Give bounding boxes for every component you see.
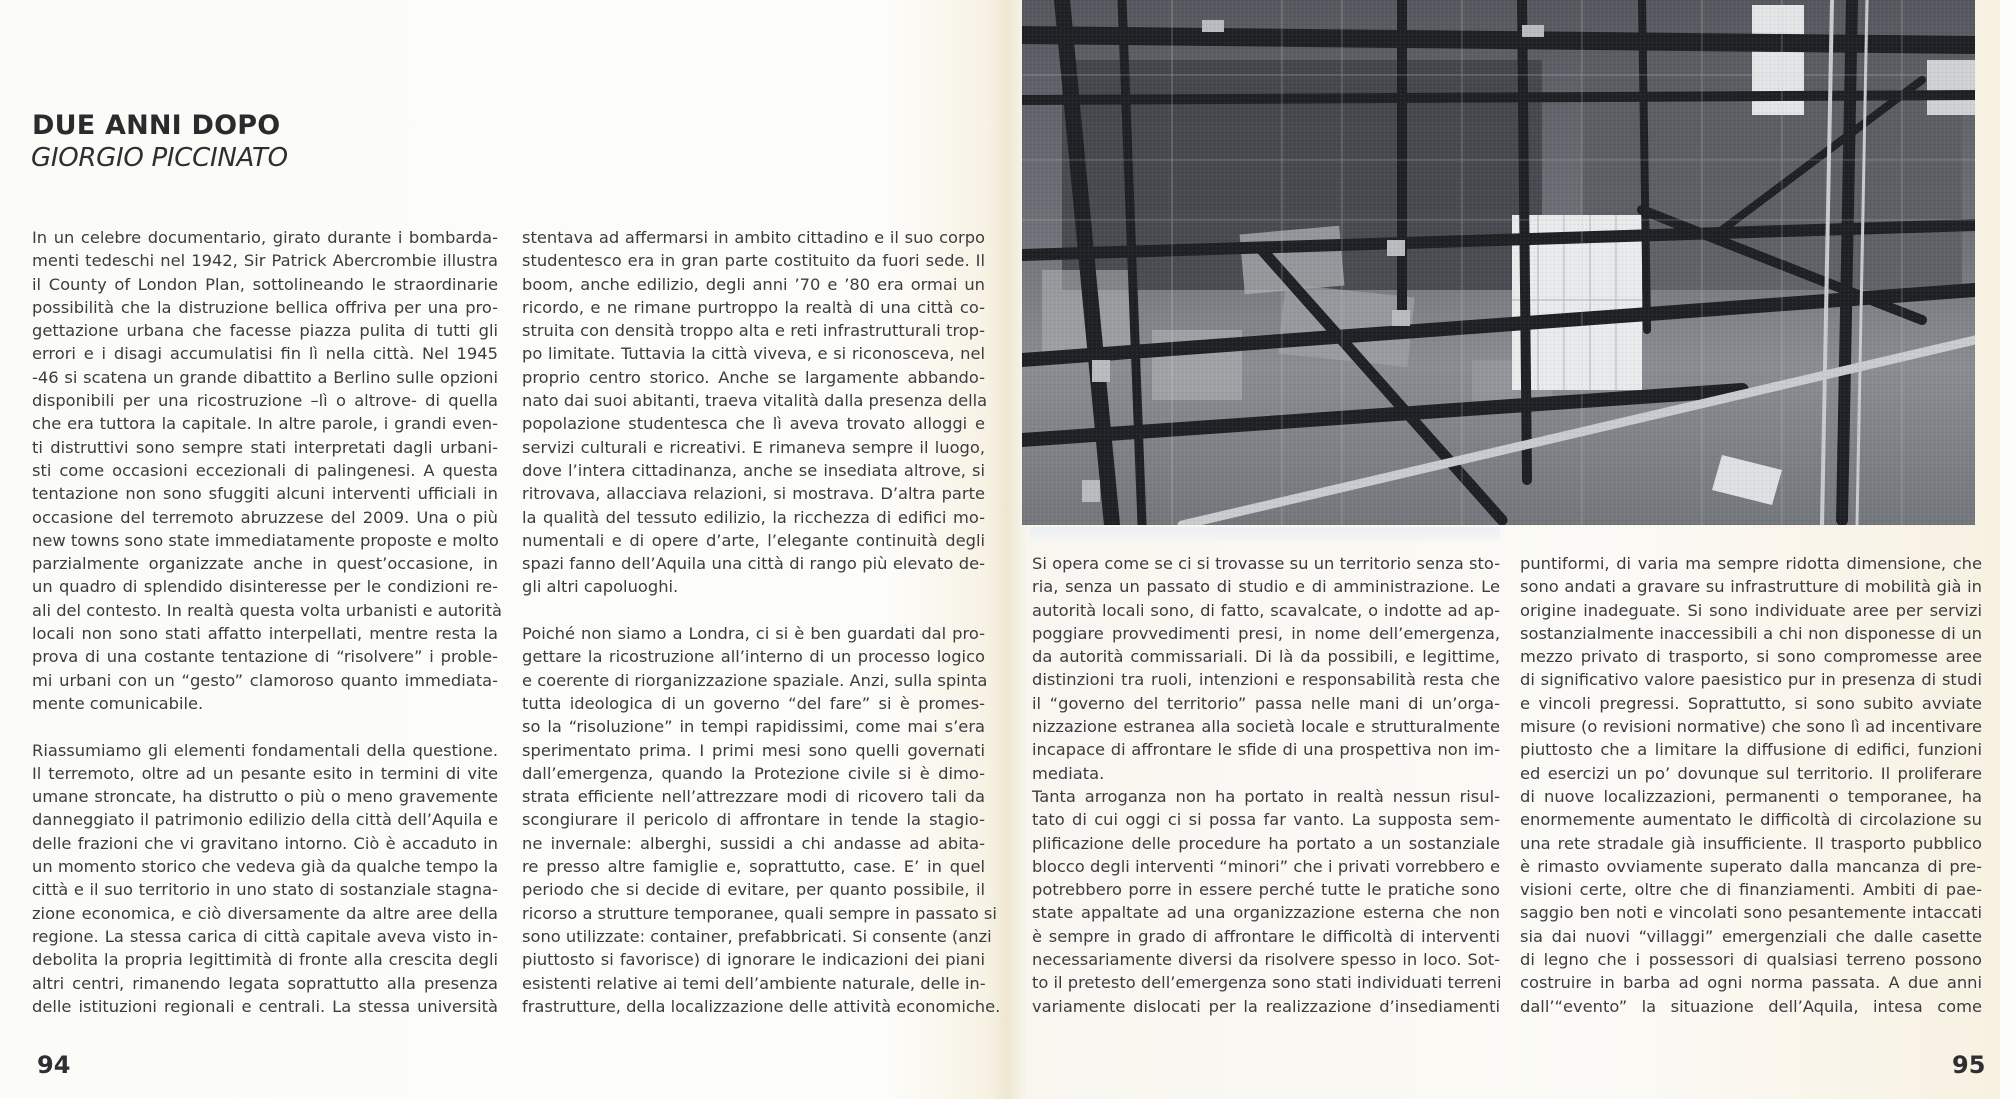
text-line: possibilità che la distruzione bellica offriva per una pro- — [32, 297, 498, 317]
article-title: DUE ANNI DOPO — [32, 110, 281, 141]
text-column-2 — [522, 226, 1001, 1018]
text-line: mi urbani con un “gesto” clamoroso quanto immediata- — [32, 670, 498, 690]
paragraph — [32, 739, 498, 1019]
paragraph — [522, 226, 988, 599]
text-line: blocco degli interventi “minori” che i privati vorrebbero e — [1032, 856, 1500, 876]
caption-ghost — [1030, 527, 1500, 541]
text-line: zione economica, e ciò diversamente da altre aree della — [32, 903, 498, 923]
text-line: una rete stradale già insufficiente. Il trasporto pubblico — [1520, 833, 1982, 853]
text-line: la qualità del tessuto edilizio, la ricchezza di edifici mo- — [522, 507, 985, 527]
text-line: new towns sono state immediatamente proposte e molto — [32, 530, 499, 550]
text-line: nizzazione estranea alla società locale e strutturalmente — [1032, 717, 1500, 737]
text-line: so la “risoluzione” in tempi rapidissimi, come mai s’era — [522, 717, 985, 737]
text-line: tentazione non sono sfuggiti alcuni interventi ufficiali in — [32, 484, 498, 504]
text-line: incapace di affrontare le sfide di una prospettiva non im- — [1032, 740, 1500, 760]
text-line: Tanta arroganza non ha portato in realtà nessun risul- — [1032, 786, 1500, 806]
text-line: ali del contesto. In realtà questa volta urbanisti e autorità — [32, 600, 502, 620]
text-column-1 — [32, 226, 502, 1018]
text-line: gli altri capoluoghi. — [522, 577, 679, 597]
text-line: è sempre in grado di affrontare le difficoltà di interventi — [1032, 926, 1500, 946]
text-line: frastrutture, della localizzazione delle attività economiche. — [522, 996, 1001, 1016]
text-line: prova di una costante tentazione di “risolvere” i proble- — [32, 647, 498, 667]
text-line: autorità locali sono, di fatto, scavalcate, o indotte ad ap- — [1032, 600, 1500, 620]
text-line: Riassumiamo gli elementi fondamentali della questione. — [32, 740, 498, 760]
text-line: visioni certe, oltre che di finanziamenti. Ambiti di pae- — [1520, 880, 1982, 900]
paragraph — [1032, 785, 1500, 1018]
article-author: GIORGIO PICCINATO — [31, 143, 288, 173]
text-line: di significativo valore paesistico pur in presenza di studi — [1520, 670, 1982, 690]
text-line: Il terremoto, oltre ad un pesante esito in termini di vite — [32, 763, 498, 783]
text-line: sti come occasioni eccezionali di palingenesi. A questa — [32, 460, 498, 480]
text-line: menti tedeschi nel 1942, Sir Patrick Abercrombie illustra — [32, 251, 498, 271]
text-line: occasione del terremoto abruzzese del 2009. Una o più — [32, 507, 498, 527]
text-line: In un celebre documentario, girato durante i bombarda- — [32, 228, 498, 247]
text-line: numentali e di opere d’arte, l’elegante continuità degli — [522, 530, 985, 550]
text-line: un momento storico che vedeva già da qualche tempo la — [32, 857, 499, 877]
text-line: po limitate. Tuttavia la città viveva, e si riconosceva, nel — [522, 344, 985, 364]
text-line: struita con densità troppo alta e reti infrastrutturali trop- — [522, 321, 985, 341]
text-line: periodo che si decide di evitare, per quanto possibile, il — [522, 880, 985, 900]
text-line: distinzioni tra ruoli, intenzioni e responsabilità resta che — [1032, 670, 1500, 690]
text-line: dall’emergenza, quando la Protezione civile si è dimo- — [522, 763, 985, 783]
text-line: esistenti relative ai temi dell’ambiente naturale, delle in- — [522, 973, 986, 993]
text-line: città e il suo territorio in uno stato di sostanziale stagna- — [32, 880, 498, 900]
text-line: gettare la ricostruzione all’interno di un processo logico — [522, 647, 985, 667]
text-line: potrebbero porre in essere perché tutte le pratiche sono — [1032, 880, 1500, 900]
text-line: Si opera come se ci si trovasse su un territorio senza sto- — [1032, 554, 1500, 573]
text-line: il “governo del territorio” passa nelle mani di un’orga- — [1032, 693, 1500, 713]
text-line: e coerente di riorganizzazione spaziale. Anzi, sulla spinta — [522, 670, 988, 690]
page-number-left: 94 — [37, 1051, 71, 1079]
paragraph — [1032, 552, 1500, 785]
paragraph — [1520, 552, 1982, 1018]
text-line: ed esercizi un po’ dovunque sul territorio. Il proliferare — [1520, 763, 1982, 783]
text-line: mente comunicabile. — [32, 693, 204, 713]
text-line: sono utilizzate: container, prefabbricati. Si consente (anzi — [522, 926, 992, 946]
photo-graphic — [1022, 0, 1975, 525]
text-line: -46 si scatena un grande dibattito a Berlino sulle opzioni — [32, 367, 498, 387]
text-line: tato di cui oggi ci si possa far vanto. La supposta sem- — [1032, 810, 1500, 830]
text-line: puntiformi, di varia ma sempre ridotta dimensione, che — [1520, 554, 1982, 573]
text-line: un quadro di splendido disinteresse per le condizioni re- — [32, 577, 498, 597]
text-line: spazi fanno dell’Aquila una città di rango più elevato de- — [522, 554, 985, 574]
text-line: ne invernale: alberghi, sussidi a chi andasse ad abita- — [522, 833, 985, 853]
text-line: sostanzialmente inaccessibili a chi non disponesse di un — [1520, 623, 1982, 643]
text-line: sia dai nuovi “villaggi” emergenziali che dalle casette — [1520, 926, 1982, 946]
text-line: umane stroncate, ha distrutto o più o meno gravemente — [32, 787, 498, 807]
text-line: nato dai suoi abitanti, traeva vitalità dalla presenza della — [522, 391, 988, 411]
text-line: servizi culturali e ricreativi. E rimaneva sempre il luogo, — [522, 437, 985, 457]
paragraph — [522, 622, 1001, 1018]
text-line: da autorità commissariali. Di là da possibili, e legittime, — [1032, 647, 1500, 667]
text-line: to il pretesto dell’emergenza sono stati individuati terreni — [1032, 973, 1502, 993]
page-edge — [2000, 0, 2016, 1099]
text-line: di legno che i possessori di qualsiasi terreno possono — [1520, 950, 1982, 970]
text-line: sono andati a gravare su infrastrutture di mobilità già in — [1520, 577, 1982, 597]
paragraph-gap — [522, 599, 985, 622]
text-column-3 — [1032, 552, 1500, 1018]
text-line: enormemente aumentato le difficoltà di circolazione su — [1520, 810, 1982, 830]
paragraph — [32, 226, 502, 715]
text-line: strata efficiente nell’attrezzare modi di ricovero tali da — [522, 787, 985, 807]
text-line: tutta ideologica di un governo “del fare” si è promes- — [522, 693, 985, 713]
text-line: delle frazioni che vi gravitano intorno. Ciò è accaduto in — [32, 833, 498, 853]
text-line: parzialmente organizzate anche in quest’occasione, in — [32, 554, 498, 574]
text-line: ti distruttivi sono sempre stati interpretati dagli urbani- — [32, 437, 498, 457]
text-line: disponibili per una ricostruzione –lì o altrove- di quella — [32, 391, 498, 411]
text-line: ritrovava, allacciava relazioni, si mostrava. D’altra parte — [522, 484, 985, 504]
text-line: che era tuttora la capitale. In altre parole, i grandi even- — [32, 414, 498, 434]
text-line: errori e i disagi accumulatisi fin lì nella città. Nel 1945 — [32, 344, 498, 364]
text-line: proprio centro storico. Anche se largamente abbando- — [522, 367, 985, 387]
text-line: piuttosto che a limitare la diffusione di edifici, funzioni — [1520, 740, 1982, 760]
page-number-right: 95 — [1952, 1051, 1986, 1079]
text-line: saggio ben noti e vincolati sono pesantemente intaccati — [1520, 903, 1982, 923]
text-line: altri centri, rimanendo legata soprattutto alla presenza — [32, 973, 498, 993]
text-line: stentava ad affermarsi in ambito cittadino e il suo corpo — [522, 228, 985, 247]
paragraph-gap — [32, 715, 498, 738]
text-line: locali non sono stati affatto interpellati, mentre resta la — [32, 624, 498, 644]
text-line: necessariamente diversi da risolvere spesso in loco. Sot- — [1032, 950, 1500, 970]
text-line: è rimasto ovviamente superato dalla mancanza di pre- — [1520, 856, 1982, 876]
text-line: delle istituzioni regionali e centrali. La stessa università — [32, 996, 498, 1016]
text-line: costruire in barba ad ogni norma passata. A due anni — [1520, 973, 1982, 993]
text-line: dall’“evento” la situazione dell’Aquila, intesa come — [1520, 996, 1982, 1016]
text-line: mediata. — [1032, 763, 1105, 783]
scaffolding-photo — [1022, 0, 1975, 525]
text-line: danneggiato il patrimonio edilizio della città dell’Aquila e — [32, 810, 498, 830]
text-line: regione. La stessa carica di città capitale aveva visto in- — [32, 926, 498, 946]
text-line: variamente dislocati per la realizzazione d’insediamenti — [1032, 996, 1500, 1016]
text-line: origine inadeguate. Si sono individuate aree per servizi — [1520, 600, 1982, 620]
text-line: ricordo, e ne rimane purtroppo la realtà di una città co- — [522, 297, 985, 317]
text-line: dove l’intera cittadinanza, anche se insediata altrove, si — [522, 460, 985, 480]
text-line: boom, anche edilizio, degli anni ’70 e ’80 era ormai un — [522, 274, 985, 294]
text-line: debolita la propria legittimità di fronte alla crescita degli — [32, 950, 498, 970]
text-line: poggiare provvedimenti presi, in nome dell’emergenza, — [1032, 623, 1500, 643]
text-line: plificazione delle procedure ha portato a un sostanziale — [1032, 833, 1500, 853]
text-line: di nuove localizzazioni, permanenti o temporanee, ha — [1520, 786, 1982, 806]
text-line: scongiurare il pericolo di affrontare in tende la stagio- — [522, 810, 985, 830]
text-line: studentesco era in gran parte costituito da fuori sede. Il — [522, 251, 985, 271]
text-line: state appaltate ad una organizzazione esterna che non — [1032, 903, 1500, 923]
text-line: piuttosto si favorisce) di ignorare le indicazioni dei piani — [522, 950, 985, 970]
text-line: ria, senza un passato di studio e di amministrazione. Le — [1032, 577, 1500, 597]
text-line: sperimentato prima. I primi mesi sono quelli governati — [522, 740, 985, 760]
text-line: popolazione studentesca che lì aveva trovato alloggi e — [522, 414, 985, 434]
text-line: Poiché non siamo a Londra, ci si è ben guardati dal pro- — [522, 624, 985, 644]
text-line: misure (o revisioni normative) che sono lì ad incentivare — [1520, 717, 1982, 737]
text-line: ricorso a strutture temporanee, quali sempre in passato si — [522, 903, 997, 923]
text-line: re presso altre famiglie e, soprattutto, case. E’ in quel — [522, 857, 985, 877]
text-column-4 — [1520, 552, 1982, 1018]
text-line: e vincoli pregressi. Soprattutto, si sono subito avviate — [1520, 693, 1982, 713]
text-line: gettazione urbana che facesse piazza pulita di tutti gli — [32, 321, 498, 341]
text-line: il County of London Plan, sottolineando le straordinarie — [32, 274, 498, 294]
text-line: mezzo privato di trasporto, si sono compromesse aree — [1520, 647, 1982, 667]
